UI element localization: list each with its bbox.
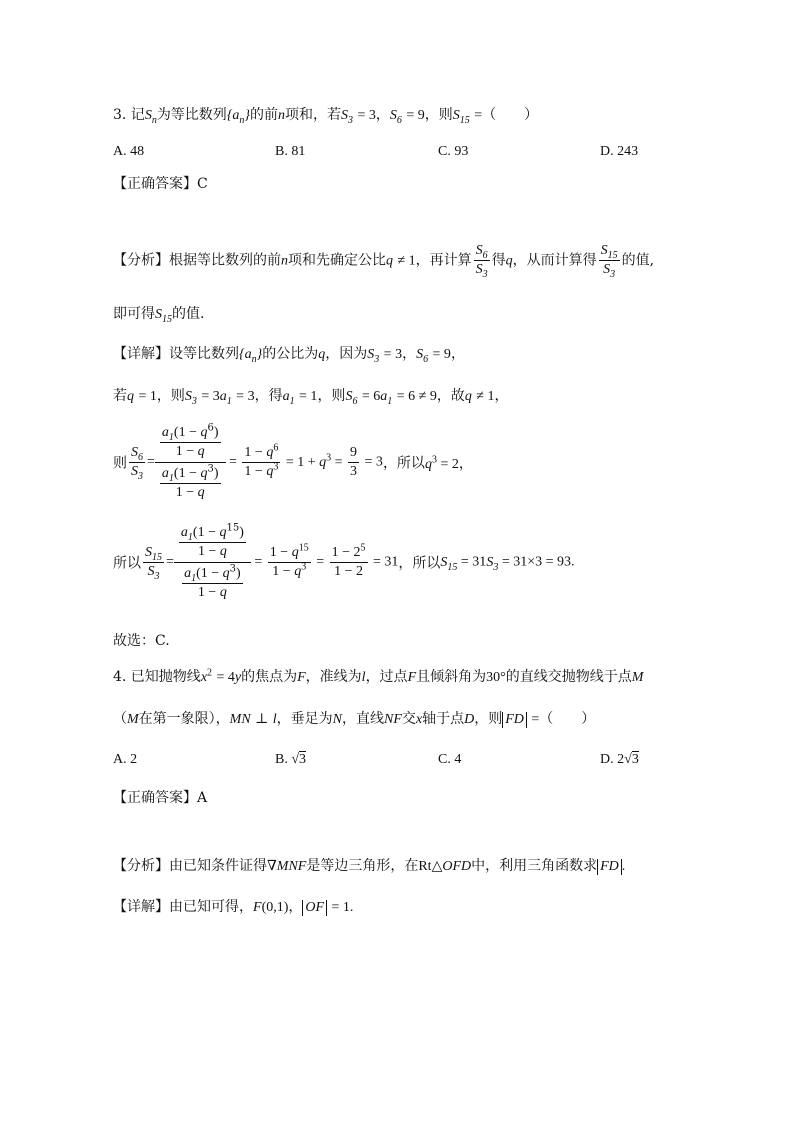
- q3-analysis: 【分析】根据等比数列的前n项和先确定公比q ≠ 1，再计算 $\frac{S_6}{S_3}$ 得q，从而计算得 $\frac{S_{15}}{S_3}$ 的值,: [113, 243, 655, 280]
- q3-detail: 【详解】设等比数列$\{a_n\}$的公比为q，因为$S_3 = 3$，$S_6 = 9$，: [113, 346, 465, 365]
- q4-option-b: B. √3: [275, 752, 307, 767]
- q3-analysis-cont: 即可得$S_{15}$的值.: [113, 306, 205, 325]
- q3-option-d: D. 243: [600, 144, 639, 159]
- q3-option-c: C. 93: [438, 144, 469, 159]
- q3-conclusion: 故选：C.: [113, 633, 170, 649]
- q4-answer: 【正确答案】A: [113, 790, 208, 806]
- q3-ratio-s15: 所以 $\frac{S_{15}}{S_3}$ = $\frac{\frac{a_1(1 - q^{15})}{1 - q}}{\frac{a_1(1 - q^3)}{1 - q}}$ = $\frac{1 - q^{15}}{1 - q^3}$ = $\frac{1 - 2^5}{1 - 2}$ = 31，所以$S_{15} = 31S_3 = 31\times 3 = 93$.: [113, 522, 575, 600]
- q3-ratio-s6: 则 $\frac{S_6}{S_3}$ = $\frac{\frac{a_1(1 - q^6)}{1 - q}}{\frac{a_1(1 - q^3)}{1 - q}}$ = $\frac{1 - q^6}{1 - q^3}$ = $1 + q^3$ = $\frac{9}{3}$ = 3，所以$q^3 = 2$，: [113, 422, 473, 500]
- q4-option-c: C. 4: [438, 752, 462, 767]
- q4-option-a: A. 2: [113, 752, 138, 767]
- q3-option-a: A. 48: [113, 144, 145, 159]
- q4-option-d: D. 2√3: [600, 752, 639, 767]
- q3-stem: 3. 记$S_n$为等比数列$\{a_n\}$的前n项和，若$S_3 = 3$，$S_6 = 9$，则$S_{15}$ =（ ）: [113, 107, 539, 126]
- q3-answer: 【正确答案】C: [113, 176, 208, 192]
- q4-stem: 4. 已知抛物线$x^2 = 4y$的焦点为F，准线为l，过点F且倾斜角为30°的直线交抛物线于点M: [113, 667, 644, 685]
- q4-analysis: 【分析】由已知条件证得∇MNF是等边三角形，在Rt△OFD中，利用三角函数求 FD .: [113, 858, 626, 874]
- q3-option-b: B. 81: [275, 144, 306, 159]
- q4-detail: 【详解】由已知可得，F(0,1)， OF = 1.: [113, 899, 354, 915]
- q3-case-q1: 若q = 1，则$S_3 = 3a_1 = 3$，得$a_1 = 1$，则$S_6 = 6a_1 = 6 \ne 9$，故q ≠ 1，: [113, 388, 509, 407]
- q4-stem-line2: （M在第一象限），MN ⊥ l，垂足为N，直线NF交x轴于点D，则 FD =（ ）: [113, 711, 596, 727]
